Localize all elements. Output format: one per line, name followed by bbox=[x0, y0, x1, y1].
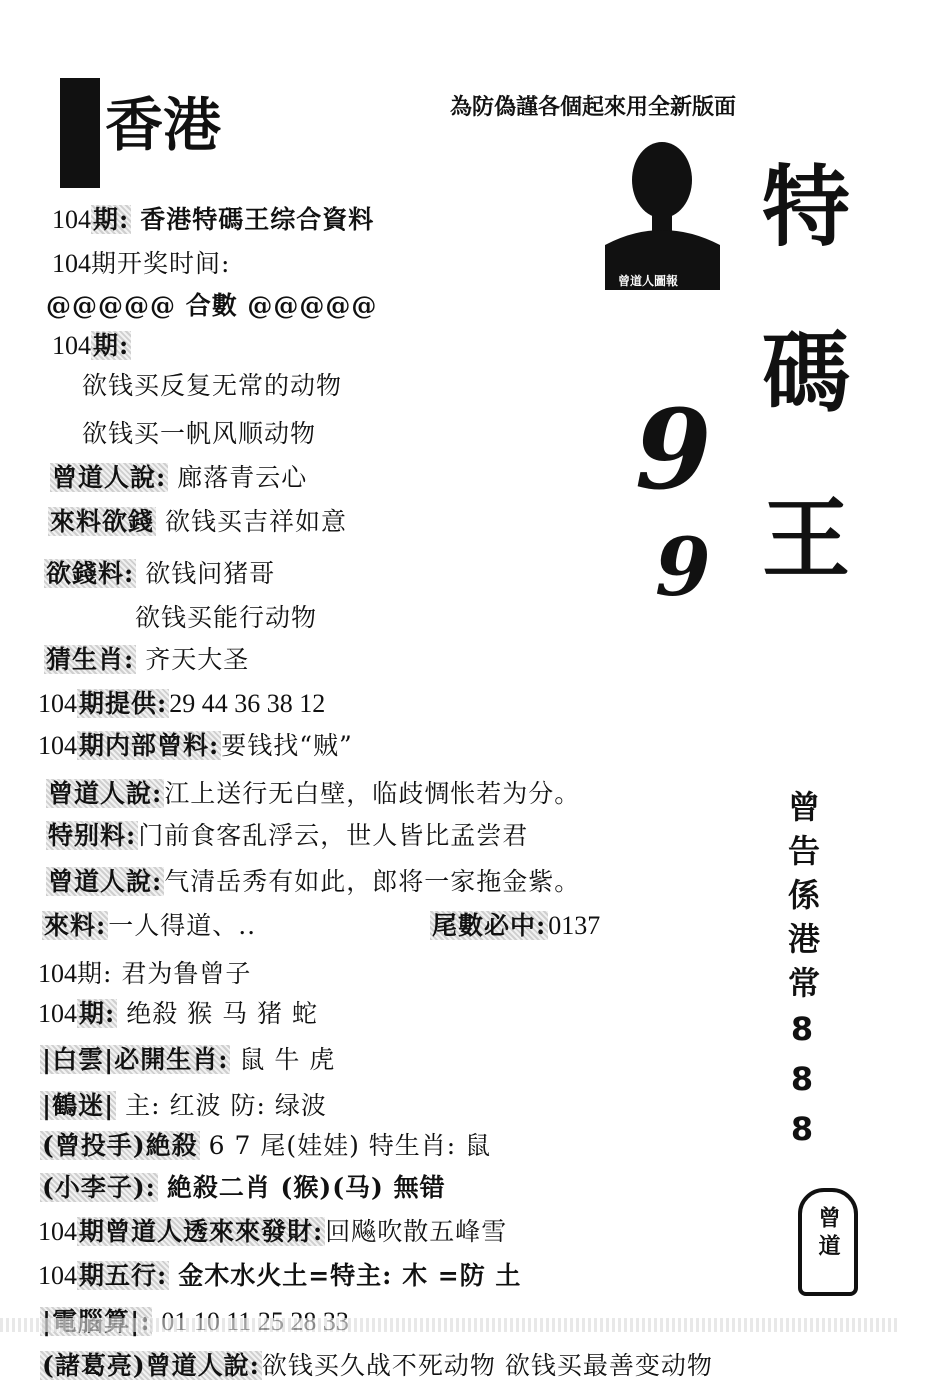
line-text: 主: 红波 防: 绿波 bbox=[125, 1091, 327, 1120]
line-label: (曾投手)絶殺 bbox=[42, 1131, 198, 1160]
issue-number: 104 bbox=[38, 959, 77, 988]
line-2 bbox=[52, 244, 230, 280]
line-label: 曾道人說: bbox=[52, 463, 167, 492]
line-13 bbox=[38, 726, 353, 762]
line-text: 29 44 36 38 12 bbox=[169, 689, 326, 718]
line-label: |鶴迷| bbox=[42, 1091, 115, 1120]
line-14 bbox=[46, 774, 580, 810]
line-label: 期: bbox=[93, 331, 130, 360]
line-11 bbox=[44, 640, 249, 676]
line-label: |白雲|必開生肖: bbox=[42, 1045, 229, 1074]
line-19 bbox=[38, 994, 318, 1030]
line-text: 欲钱买反复无常的动物 bbox=[82, 371, 343, 400]
line-label: 期提供: bbox=[79, 689, 168, 718]
line-6 bbox=[82, 414, 316, 450]
line-text: 香港特碼王综合資料 bbox=[140, 205, 375, 234]
issue-number: 104 bbox=[38, 1217, 77, 1246]
line-4 bbox=[52, 326, 131, 362]
line-text: 回飚吹散五峰雪 bbox=[325, 1217, 508, 1246]
line-text: 0137 bbox=[548, 911, 601, 940]
line-text: 江上送行无白壁，临歧惆怅若为分。 bbox=[164, 779, 581, 808]
line-label: (小李子): bbox=[42, 1173, 156, 1202]
line-label: 期内部曾料: bbox=[79, 731, 220, 760]
portrait-logo bbox=[605, 135, 720, 290]
line-text: 一人得道、.. bbox=[108, 911, 257, 940]
faded-strip bbox=[0, 1318, 900, 1332]
issue-number: 104 bbox=[52, 331, 91, 360]
line-label: 特别料: bbox=[48, 821, 137, 850]
line-17-extra bbox=[430, 906, 600, 942]
line-label: (諸葛亮)曾道人說: bbox=[42, 1351, 260, 1380]
issue-number: 104 bbox=[38, 689, 77, 718]
line-text: 齐天大圣 bbox=[145, 645, 250, 674]
line-text: 欲钱买能行动物 bbox=[135, 603, 318, 632]
page-title: 香港 bbox=[105, 91, 222, 159]
line-12 bbox=[38, 684, 325, 720]
line-text: 欲钱买久战不死动物 欲钱买最善变动物 bbox=[261, 1351, 713, 1380]
line-8 bbox=[48, 502, 347, 538]
seal-stamp bbox=[798, 1188, 858, 1296]
line-23 bbox=[40, 1168, 446, 1204]
line-16 bbox=[46, 862, 580, 898]
line-label: 猜生肖: bbox=[46, 645, 135, 674]
issue-number: 104 bbox=[38, 731, 77, 760]
big-digit-2: 9 bbox=[655, 520, 711, 614]
issue-number: 104 bbox=[38, 999, 77, 1028]
line-text: 鼠 牛 虎 bbox=[239, 1045, 336, 1074]
line-22 bbox=[40, 1126, 491, 1162]
line-text: 欲钱买一帆风顺动物 bbox=[82, 419, 317, 448]
line-label: 欲錢料: bbox=[46, 559, 135, 588]
line-24 bbox=[38, 1212, 507, 1248]
line-text: 金木水火土=特主: 木 =防 土 bbox=[178, 1261, 522, 1290]
line-text: 6 7 尾(娃娃) 特生肖: 鼠 bbox=[208, 1131, 492, 1160]
vertical-subtitle: 曾告係港常888 bbox=[783, 790, 821, 1160]
line-label: 期: bbox=[93, 205, 130, 234]
line-10 bbox=[135, 598, 317, 634]
line-text: 廊落青云心 bbox=[177, 463, 308, 492]
line-27 bbox=[40, 1346, 713, 1382]
vertical-title: 特碼王 bbox=[748, 160, 851, 658]
line-text: @@@@@ 合數 @@@@@ bbox=[46, 291, 378, 320]
corner-mark bbox=[60, 78, 100, 188]
line-1 bbox=[52, 200, 374, 236]
line-20 bbox=[40, 1040, 335, 1076]
seal-text: 曾道 bbox=[815, 1206, 840, 1262]
line-25 bbox=[38, 1256, 521, 1292]
issue-number: 104 bbox=[38, 1261, 77, 1290]
line-text: 欲钱问猪哥 bbox=[145, 559, 276, 588]
line-9 bbox=[44, 554, 275, 590]
line-label: 期曾道人透來來發財: bbox=[79, 1217, 324, 1246]
logo-caption: 曾道人圖報 bbox=[618, 274, 679, 288]
line-label: 期五行: bbox=[79, 1261, 168, 1290]
line-text: 絶殺二肖 (猴)(马) 無错 bbox=[166, 1173, 446, 1202]
banner-text: 為防偽謹各個起來用全新版面 bbox=[450, 95, 737, 120]
line-label: 曾道人說: bbox=[48, 779, 163, 808]
big-digit-1: 9 bbox=[635, 385, 712, 514]
line-17 bbox=[42, 906, 256, 942]
line-5 bbox=[82, 366, 342, 402]
line-label: 尾數必中: bbox=[432, 911, 547, 940]
line-15 bbox=[46, 816, 528, 852]
line-label: 期: bbox=[79, 999, 116, 1028]
issue-number: 104 bbox=[52, 205, 91, 234]
line-label: 來料: bbox=[44, 911, 107, 940]
line-label: 來料欲錢 bbox=[50, 507, 155, 536]
line-label: 曾道人說: bbox=[48, 867, 163, 896]
line-label: 期: bbox=[77, 959, 113, 988]
issue-number: 104 bbox=[52, 249, 91, 278]
line-21 bbox=[40, 1086, 327, 1122]
line-text: 绝殺 猴 马 猪 蛇 bbox=[126, 999, 318, 1028]
line-7 bbox=[50, 458, 307, 494]
line-text: 门前食客乱浮云，世人皆比孟尝君 bbox=[138, 821, 529, 850]
line-text: 期开奖时间: bbox=[91, 249, 231, 278]
line-text: 要钱找“贼” bbox=[221, 731, 353, 760]
line-text: 欲钱买吉祥如意 bbox=[164, 507, 347, 536]
line-text: 君为鲁曾子 bbox=[121, 959, 252, 988]
line-3 bbox=[46, 286, 377, 322]
line-text: 气清岳秀有如此，郎将一家拖金紫。 bbox=[164, 867, 581, 896]
line-18 bbox=[38, 954, 251, 990]
